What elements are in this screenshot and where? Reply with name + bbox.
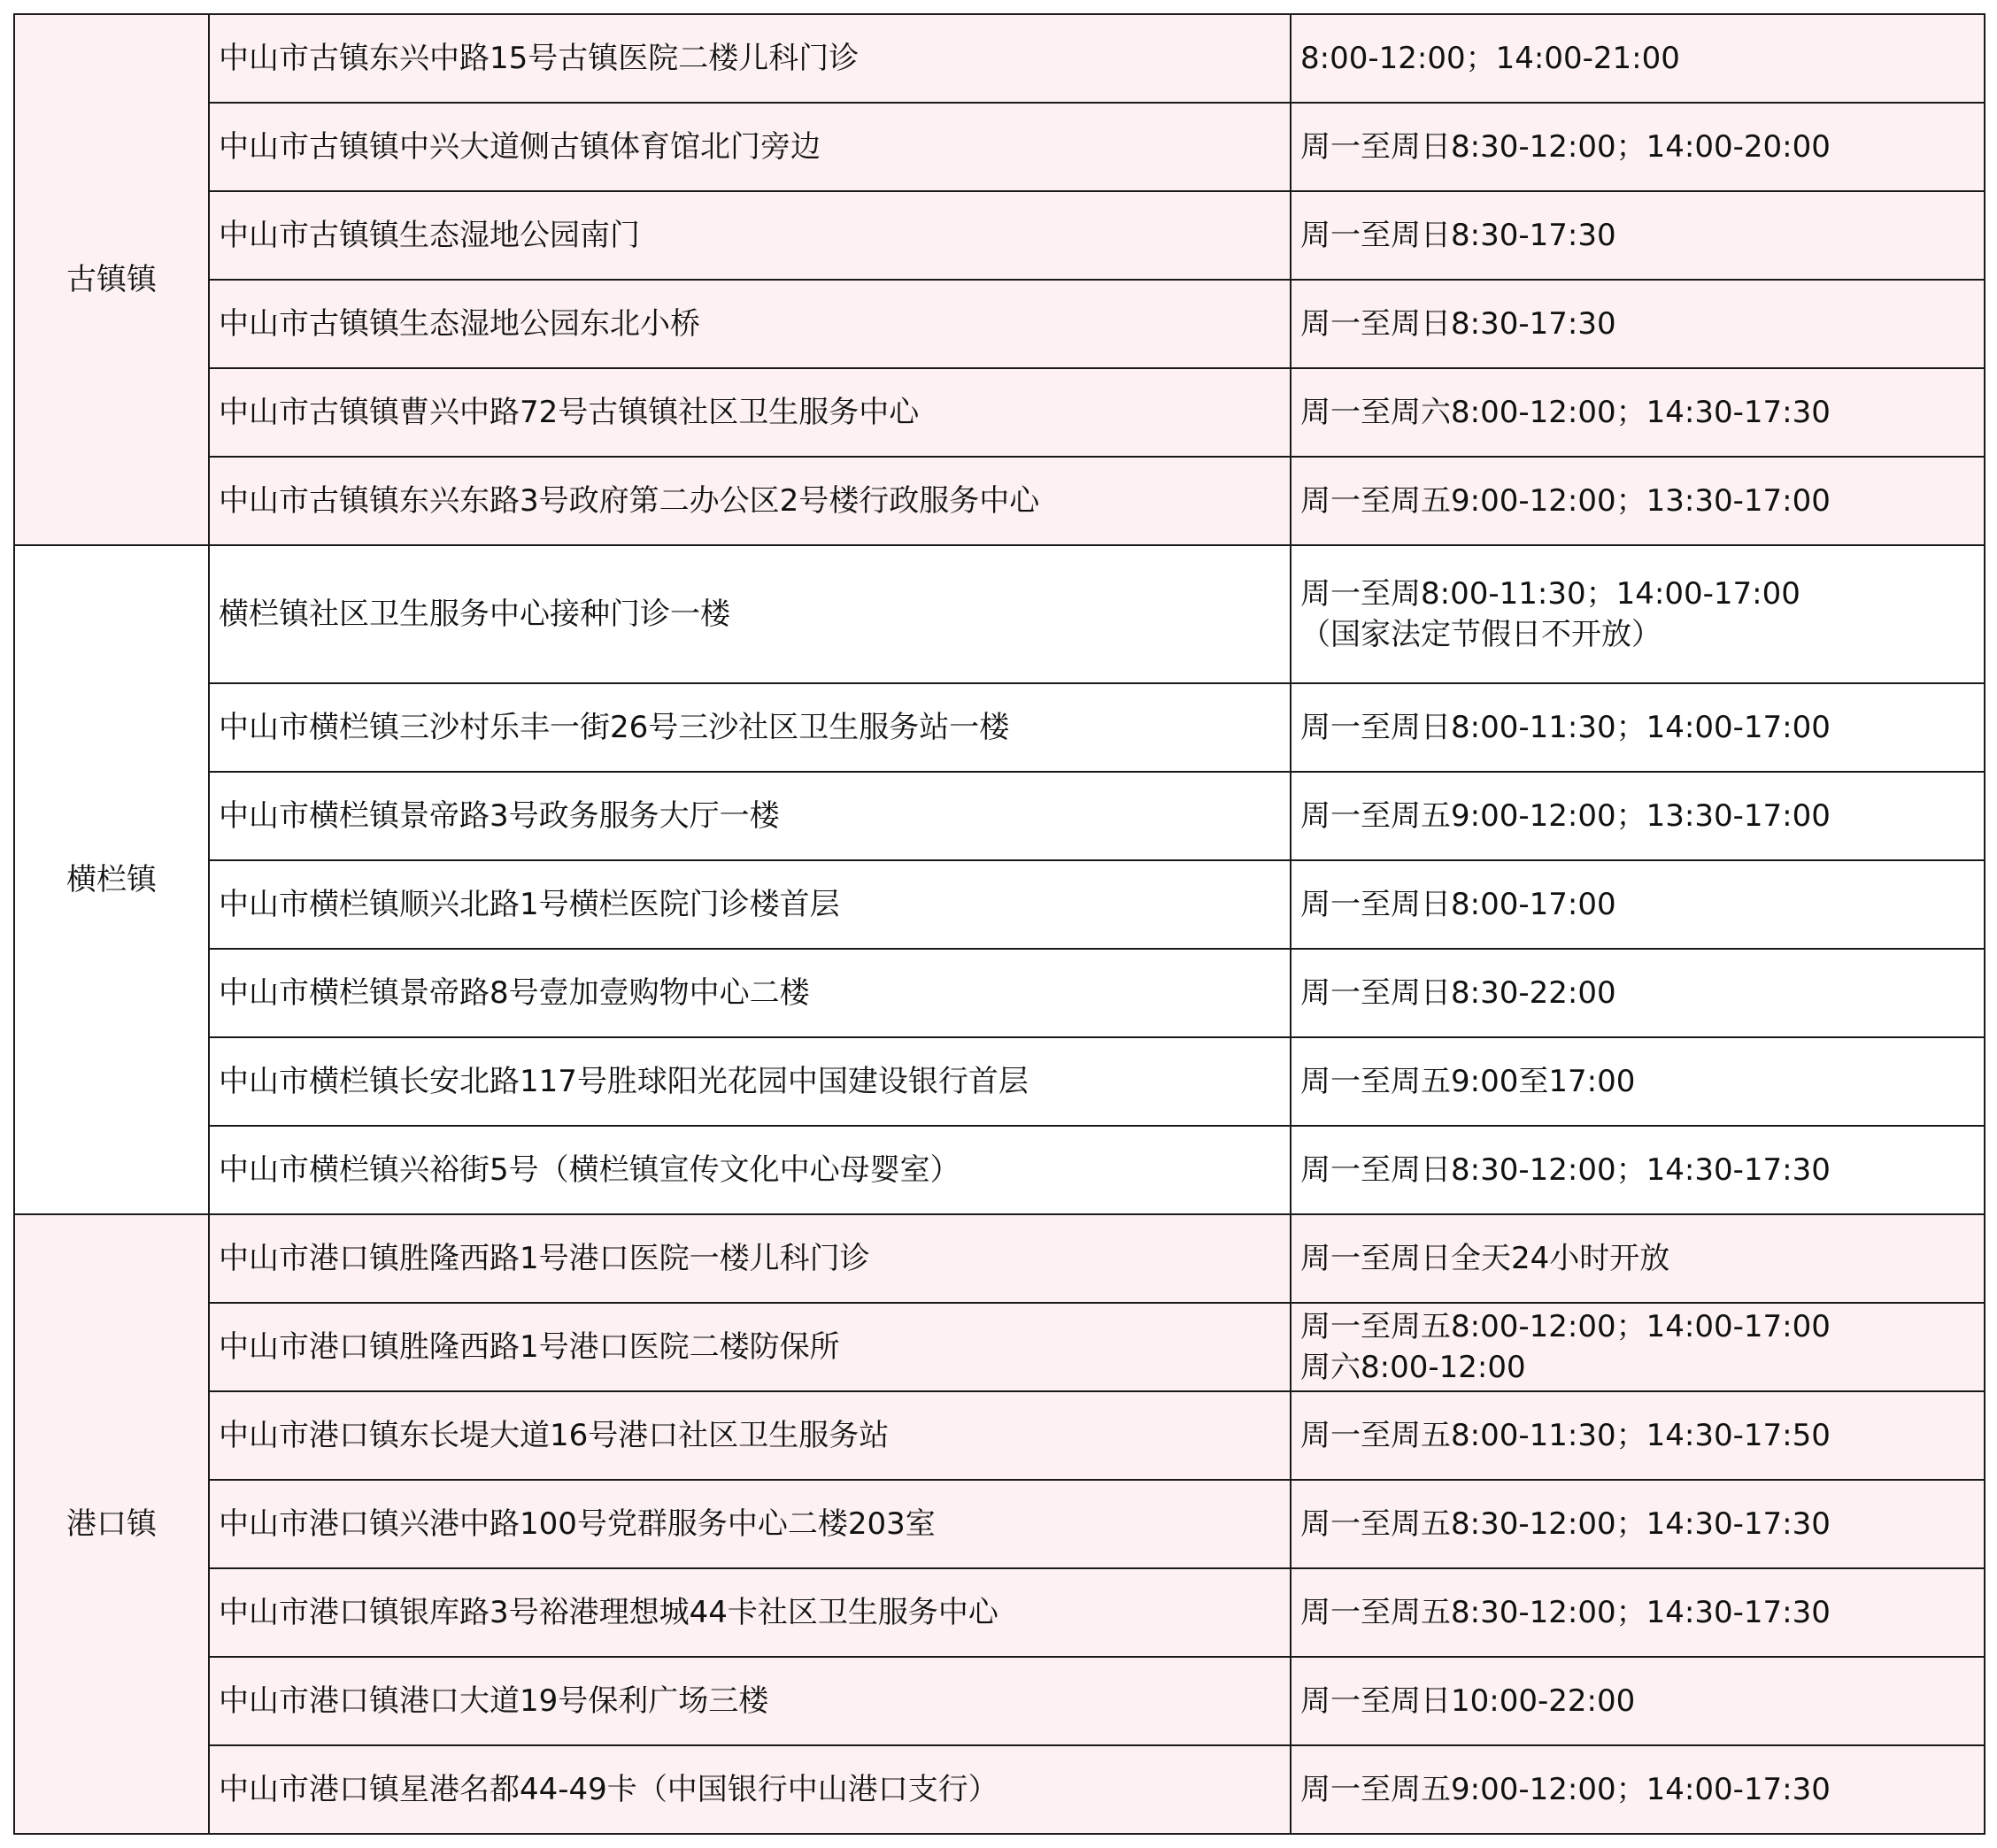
opening-hours-cell: [1291, 457, 1985, 545]
site-address-cell: 中山市横栏镇景帝路8号壹加壹购物中心二楼: [209, 949, 1291, 1037]
opening-hours-cell: [1291, 1126, 1985, 1214]
opening-hours-cell: [1291, 1214, 1985, 1303]
site-address-cell: 中山市古镇镇中兴大道侧古镇体育馆北门旁边: [209, 103, 1291, 191]
opening-hours-cell: [1291, 683, 1985, 772]
site-address-cell: 中山市横栏镇三沙村乐丰一街26号三沙社区卫生服务站一楼: [209, 683, 1291, 772]
site-address-cell: 中山市古镇镇曹兴中路72号古镇镇社区卫生服务中心: [209, 368, 1291, 457]
town-name-cell: 横栏镇: [14, 545, 209, 1214]
table-row: [14, 1126, 1985, 1214]
site-address-cell: 中山市港口镇兴港中路100号党群服务中心二楼203室: [209, 1480, 1291, 1568]
site-address-cell: 中山市横栏镇顺兴北路1号横栏医院门诊楼首层: [209, 860, 1291, 949]
opening-hours-line: 周一至周日8:00-17:00: [1300, 887, 1616, 922]
site-address-cell: 中山市港口镇胜隆西路1号港口医院一楼儿科门诊: [209, 1214, 1291, 1303]
table-row: [14, 280, 1985, 368]
table-row: [14, 1214, 1985, 1303]
table-row: [14, 683, 1985, 772]
opening-hours-cell: [1291, 14, 1985, 103]
table-row: [14, 1568, 1985, 1657]
table-row: [14, 103, 1985, 191]
table-row: [14, 1745, 1985, 1834]
site-address-cell: 中山市横栏镇长安北路117号胜球阳光花园中国建设银行首层: [209, 1037, 1291, 1126]
site-address-cell: 横栏镇社区卫生服务中心接种门诊一楼: [209, 545, 1291, 683]
opening-hours-cell: [1291, 949, 1985, 1037]
opening-hours-cell: [1291, 1568, 1985, 1657]
site-address-cell: 中山市港口镇胜隆西路1号港口医院二楼防保所: [209, 1303, 1291, 1391]
site-address-cell: 中山市古镇镇生态湿地公园南门: [209, 191, 1291, 280]
opening-hours-line: 周一至周五8:30-12:00；14:30-17:30: [1300, 1595, 1831, 1630]
town-name-cell: 古镇镇: [14, 14, 209, 545]
site-address-cell: 中山市港口镇银库路3号裕港理想城44卡社区卫生服务中心: [209, 1568, 1291, 1657]
opening-hours-cell: [1291, 1657, 1985, 1745]
table-row: [14, 1303, 1985, 1391]
opening-hours-line: 周一至周日全天24小时开放: [1300, 1241, 1670, 1276]
site-address-cell: 中山市横栏镇景帝路3号政务服务大厅一楼: [209, 772, 1291, 860]
opening-hours-line: 周一至周六8:00-12:00；14:30-17:30: [1300, 395, 1831, 430]
town-name-cell: 港口镇: [14, 1214, 209, 1834]
table-row: [14, 1480, 1985, 1568]
table-row: [14, 860, 1985, 949]
opening-hours-line: 周一至周五8:00-12:00；14:00-17:00: [1300, 1309, 1831, 1344]
site-address-cell: 中山市古镇镇东兴东路3号政府第二办公区2号楼行政服务中心: [209, 457, 1291, 545]
table-row: [14, 949, 1985, 1037]
site-address-cell: 中山市港口镇东长堤大道16号港口社区卫生服务站: [209, 1391, 1291, 1480]
table-row: [14, 368, 1985, 457]
table-row: [14, 14, 1985, 103]
table-row: [14, 457, 1985, 545]
opening-hours-line: 周一至周日8:30-12:00；14:30-17:30: [1300, 1152, 1831, 1188]
opening-hours-cell: [1291, 1480, 1985, 1568]
opening-hours-cell: [1291, 1745, 1985, 1834]
opening-hours-cell: [1291, 860, 1985, 949]
opening-hours-line: 周一至周五9:00-12:00；14:00-17:30: [1300, 1772, 1831, 1807]
opening-hours-cell: [1291, 191, 1985, 280]
table-body: [14, 14, 1985, 1834]
opening-hours-cell: [1291, 1303, 1985, 1391]
opening-hours-line: 周一至周日8:30-17:30: [1300, 306, 1616, 342]
opening-hours-cell: [1291, 103, 1985, 191]
table-row: [14, 1657, 1985, 1745]
opening-hours-line: 周六8:00-12:00: [1300, 1350, 1526, 1385]
site-address-cell: 中山市港口镇星港名都44-49卡（中国银行中山港口支行）: [209, 1745, 1291, 1834]
opening-hours-line: 周一至周8:00-11:30；14:00-17:00: [1300, 576, 1800, 612]
opening-hours-line: 周一至周五9:00至17:00: [1300, 1064, 1636, 1099]
opening-hours-cell: [1291, 1391, 1985, 1480]
opening-hours-cell: [1291, 772, 1985, 860]
opening-hours-cell: [1291, 368, 1985, 457]
opening-hours-cell: [1291, 1037, 1985, 1126]
opening-hours-line: 周一至周五9:00-12:00；13:30-17:00: [1300, 798, 1831, 834]
table-row: [14, 772, 1985, 860]
site-address-cell: 中山市古镇东兴中路15号古镇医院二楼儿科门诊: [209, 14, 1291, 103]
opening-hours-cell: [1291, 280, 1985, 368]
vaccination-sites-table: [13, 13, 1985, 1835]
opening-hours-line: 周一至周日8:30-22:00: [1300, 975, 1616, 1011]
opening-hours-line: （国家法定节假日不开放）: [1300, 617, 1662, 652]
site-address-cell: 中山市港口镇港口大道19号保利广场三楼: [209, 1657, 1291, 1745]
opening-hours-line: 周一至周日8:30-12:00；14:00-20:00: [1300, 129, 1831, 165]
table-row: [14, 545, 1985, 683]
site-address-cell: 中山市横栏镇兴裕街5号（横栏镇宣传文化中心母婴室）: [209, 1126, 1291, 1214]
table-row: [14, 1391, 1985, 1480]
opening-hours-line: 周一至周五8:00-11:30；14:30-17:50: [1300, 1418, 1831, 1453]
opening-hours-line: 周一至周日8:30-17:30: [1300, 218, 1616, 253]
table-row: [14, 191, 1985, 280]
site-address-cell: 中山市古镇镇生态湿地公园东北小桥: [209, 280, 1291, 368]
opening-hours-cell: [1291, 545, 1985, 683]
opening-hours-line: 周一至周日10:00-22:00: [1300, 1683, 1636, 1719]
opening-hours-line: 周一至周五8:30-12:00；14:30-17:30: [1300, 1506, 1831, 1542]
table-row: [14, 1037, 1985, 1126]
opening-hours-line: 8:00-12:00；14:00-21:00: [1300, 41, 1680, 76]
opening-hours-line: 周一至周五9:00-12:00；13:30-17:00: [1300, 483, 1831, 519]
opening-hours-line: 周一至周日8:00-11:30；14:00-17:00: [1300, 710, 1831, 745]
